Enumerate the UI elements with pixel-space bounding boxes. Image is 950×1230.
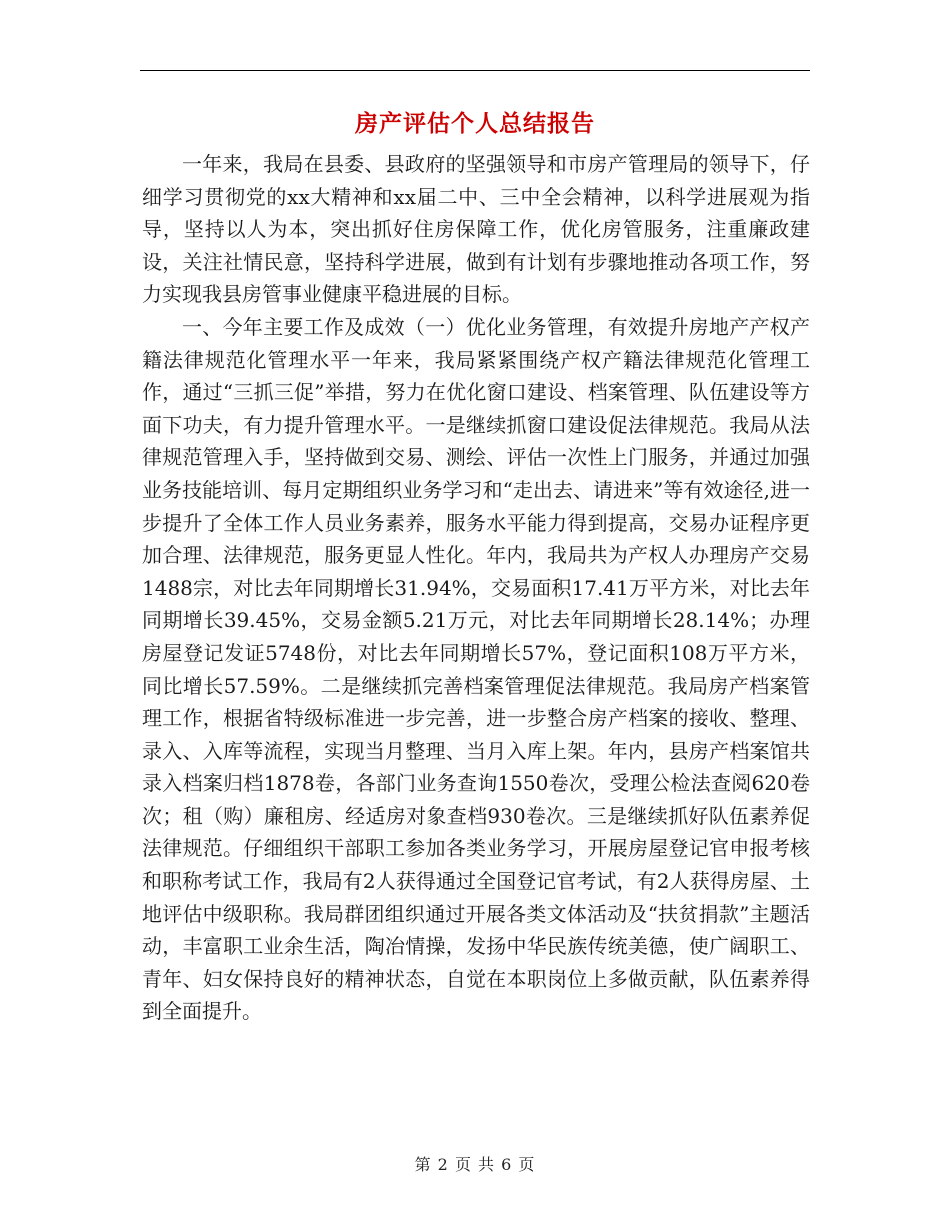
- document-title: 房产评估个人总结报告: [355, 110, 595, 137]
- page-number-footer: 第 2 页 共 6 页: [414, 1155, 536, 1174]
- document-body: [142, 148, 810, 1028]
- header-rule: [140, 70, 810, 71]
- paragraph-intro: 一年来，我局在县委、县政府的坚强领导和市房产管理局的领导下，仔细学习贯彻党的xx大精神和xx届二中、三中全会精神，以科学进展观为指导，坚持以人为本，突出抓好住房保障工作，优化房管服务，注重廉政建设，关注社情民意，坚持科学进展，做到有计划有步骤地推动各项工作，努力实现我县房管事业健康平稳进展的目标。: [142, 152, 810, 307]
- paragraph-work-results: 一、今年主要工作及成效（一）优化业务管理，有效提升房地产产权产籍法律规范化管理水平一年来，我局紧紧围绕产权产籍法律规范化管理工作，通过“三抓三促”举措，努力在优化窗口建设、档案管理、队伍建设等方面下功夫，有力提升管理水平。一是继续抓窗口建设促法律规范。我局从法律规范管理入手，坚持做到交易、测绘、评估一次性上门服务，并通过加强业务技能培训、每月定期组织业务学习和“走出去、请进来”等有效途径,进一步提升了全体工作人员业务素养，服务水平能力得到提高，交易办证程序更加合理、法律规范，服务更显人性化。年内，我局共为产权人办理房产交易1488宗，对比去年同期增长31.94%，交易面积17.41万平方米，对比去年同期增长39.45%，交易金额5.21万元，对比去年同期增长28.14%；办理房屋登记发证5748份，对比去年同期增长57%，登记面积108万平方米，同比增长57.59%。二是继续抓完善档案管理促法律规范。我局房产档案管理工作，根据省特级标准进一步完善，进一步整合房产档案的接收、整理、录入、入库等流程，实现当月整理、当月入库上架。年内，县房产档案馆共录入档案归档1878卷，各部门业务查询1550卷次，受理公检法查阅620卷次；租（购）廉租房、经适房对象查档930卷次。三是继续抓好队伍素养促法律规范。仔细组织干部职工参加各类业务学习，开展房屋登记官申报考核和职称考试工作，我局有2人获得通过全国登记官考试，有2人获得房屋、土地评估中级职称。我局群团组织通过开展各类文体活动及“扶贫捐款”主题活动，丰富职工业余生活，陶冶情操，发扬中华民族传统美德，使广阔职工、青年、妇女保持良好的精神状态，自觉在本职岗位上多做贡献，队伍素养得到全面提升。: [142, 314, 810, 1024]
